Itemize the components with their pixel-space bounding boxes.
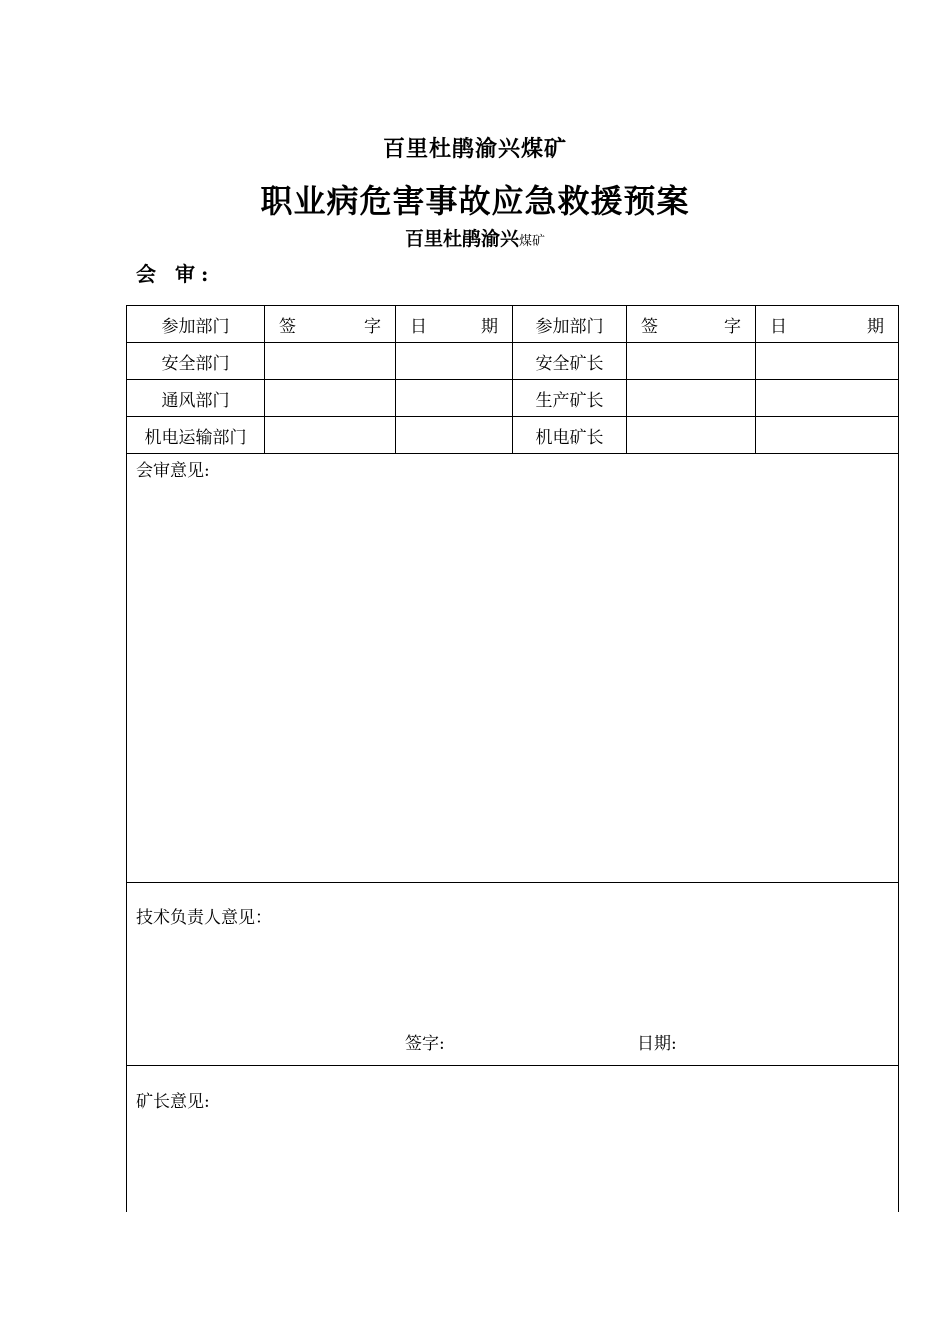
- mine-manager-opinion-label: 矿长意见:: [136, 1092, 210, 1112]
- date-label: 日期:: [637, 1034, 677, 1054]
- table-row: [127, 343, 899, 380]
- header-date-a: 日: [410, 316, 427, 337]
- row-role: 安全矿长: [513, 343, 627, 380]
- header-sign2-b: 字: [724, 316, 741, 337]
- mine-manager-opinion-box[interactable]: [126, 1066, 899, 1212]
- row-role: 生产矿长: [513, 380, 627, 417]
- review-opinion-label: 会审意见:: [136, 461, 210, 481]
- header-sign-b: 字: [364, 316, 381, 337]
- date-cell[interactable]: [396, 417, 513, 454]
- subtitle-main: 百里杜鹃渝兴: [404, 228, 519, 250]
- signature-label: 签字:: [405, 1034, 445, 1054]
- date-cell[interactable]: [756, 380, 899, 417]
- header-sign-a: 签: [279, 316, 296, 337]
- sign-cell[interactable]: [627, 417, 756, 454]
- row-dept: 机电运输部门: [127, 417, 265, 454]
- header-sign2-a: 签: [641, 316, 658, 337]
- signoff-table: [126, 305, 899, 454]
- table-header-row: [127, 306, 899, 343]
- table-row: [127, 380, 899, 417]
- header-date-b: 期: [481, 316, 498, 337]
- header-date2-a: 日: [770, 316, 787, 337]
- sign-cell[interactable]: [627, 343, 756, 380]
- date-cell[interactable]: [396, 343, 513, 380]
- header-dept: 参加部门: [127, 306, 265, 343]
- sign-cell[interactable]: [265, 380, 396, 417]
- header-sign: [265, 306, 396, 343]
- date-cell[interactable]: [756, 417, 899, 454]
- review-opinion-box[interactable]: [126, 452, 899, 883]
- header-sign2: [627, 306, 756, 343]
- header-date2: [756, 306, 899, 343]
- row-dept: 通风部门: [127, 380, 265, 417]
- header-date2-b: 期: [867, 316, 884, 337]
- tech-opinion-box[interactable]: [126, 883, 899, 1066]
- sign-cell[interactable]: [627, 380, 756, 417]
- date-cell[interactable]: [396, 380, 513, 417]
- header-dept2: 参加部门: [513, 306, 627, 343]
- review-label: 会 审:: [136, 262, 215, 286]
- row-role: 机电矿长: [513, 417, 627, 454]
- document-title: 职业病危害事故应急救援预案: [260, 182, 690, 220]
- sign-cell[interactable]: [265, 343, 396, 380]
- date-cell[interactable]: [756, 343, 899, 380]
- sign-cell[interactable]: [265, 417, 396, 454]
- row-dept: 安全部门: [127, 343, 265, 380]
- document-subtitle: [0, 224, 950, 251]
- company-name: 百里杜鹃渝兴煤矿: [382, 136, 567, 162]
- tech-opinion-label: 技术负责人意见：: [136, 908, 272, 928]
- table-row: [127, 417, 899, 454]
- subtitle-small: 煤矿: [519, 234, 546, 249]
- header-date: [396, 306, 513, 343]
